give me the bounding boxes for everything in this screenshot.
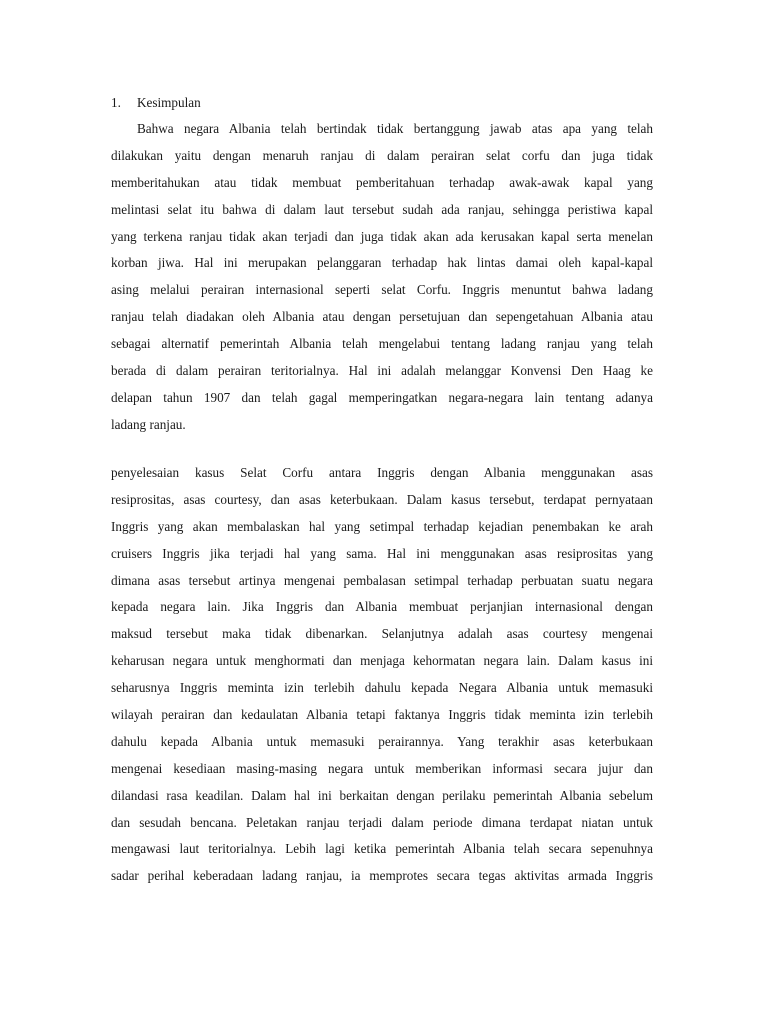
paragraph-line: kepada negara lain. Jika Inggris dan Albania membuat perjanjian internasional dengan [111, 599, 653, 615]
paragraph-line: dimana asas tersebut artinya mengenai pembalasan setimpal terhadap perbuatan suatu negara [111, 572, 653, 588]
paragraph-line: ranjau telah diadakan oleh Albania atau dengan persetujuan dan sepengetahuan Albania atau [111, 309, 653, 325]
paragraph-line: berada di dalam perairan teritorialnya. Hal ini adalah melanggar Konvensi Den Haag ke [111, 363, 653, 379]
paragraph-line: dahulu kepada Albania untuk memasuki perairannya. Yang terakhir asas keterbukaan [111, 733, 653, 749]
paragraph-line: penyelesaian kasus Selat Corfu antara Inggris dengan Albania menggunakan asas [111, 465, 653, 480]
paragraph-line: delapan tahun 1907 dan telah gagal memperingatkan negara-negara lain tentang adanya [111, 389, 653, 405]
paragraph-line: yang terkena ranjau tidak akan terjadi dan juga tidak akan ada kerusakan kapal serta menelan [111, 228, 653, 244]
paragraph-line: keharusan negara untuk menghormati dan menjaga kehormatan negara lain. Dalam kasus ini [111, 653, 653, 669]
paragraph-line: dilandasi rasa keadilan. Dalam hal ini berkaitan dengan perilaku pemerintah Albania sebelum [111, 787, 653, 803]
paragraph-line: resiprositas, asas courtesy, dan asas keterbukaan. Dalam kasus tersebut, terdapat pernyataan [111, 491, 653, 507]
paragraph-line: asing melalui perairan internasional seperti selat Corfu. Inggris menuntut bahwa ladang [111, 282, 653, 298]
section-title: Kesimpulan [137, 95, 201, 110]
paragraph-settlement [111, 460, 653, 890]
paragraph-line: ladang ranjau. [111, 416, 186, 432]
paragraph-conclusion [111, 116, 653, 439]
paragraph-line: korban jiwa. Hal ini merupakan pelanggaran terhadap hak lintas damai oleh kapal-kapal [111, 255, 653, 271]
paragraph-line: cruisers Inggris jika terjadi hal yang sama. Hal ini menggunakan asas resiprositas yang [111, 545, 653, 561]
paragraph-line: memberitahukan atau tidak membuat pemberitahuan terhadap awak-awak kapal yang [111, 174, 653, 190]
paragraph-line: seharusnya Inggris meminta izin terlebih dahulu kepada Negara Albania untuk memasuki [111, 680, 653, 696]
section-number: 1. [111, 95, 121, 110]
paragraph-line: Bahwa negara Albania telah bertindak tidak bertanggung jawab atas apa yang telah [137, 121, 653, 136]
paragraph-line: wilayah perairan dan kedaulatan Albania tetapi faktanya Inggris tidak meminta izin terlebih [111, 707, 653, 723]
section-heading [111, 90, 201, 117]
paragraph-line: maksud tersebut maka tidak dibenarkan. Selanjutnya adalah asas courtesy mengenai [111, 626, 653, 642]
paragraph-line: dilakukan yaitu dengan menaruh ranjau di dalam perairan selat corfu dan juga tidak [111, 147, 653, 163]
paragraph-line: sebagai alternatif pemerintah Albania telah mengelabui tentang ladang ranjau yang telah [111, 336, 653, 352]
paragraph-line: sadar perihal keberadaan ladang ranjau, ia memprotes secara tegas aktivitas armada Inggris [111, 868, 653, 884]
paragraph-line: mengawasi laut teritorialnya. Lebih lagi ketika pemerintah Albania telah secara sepenuhnya [111, 841, 653, 857]
paragraph-line: melintasi selat itu bahwa di dalam laut tersebut sudah ada ranjau, sehingga peristiwa kapal [111, 201, 653, 217]
paragraph-line: Inggris yang akan membalaskan hal yang setimpal terhadap kejadian penembakan ke arah [111, 518, 653, 534]
paragraph-line: mengenai kesediaan masing-masing negara untuk memberikan informasi secara jujur dan [111, 760, 653, 776]
paragraph-line: dan sesudah bencana. Peletakan ranjau terjadi dalam periode dimana terdapat niatan untuk [111, 814, 653, 830]
